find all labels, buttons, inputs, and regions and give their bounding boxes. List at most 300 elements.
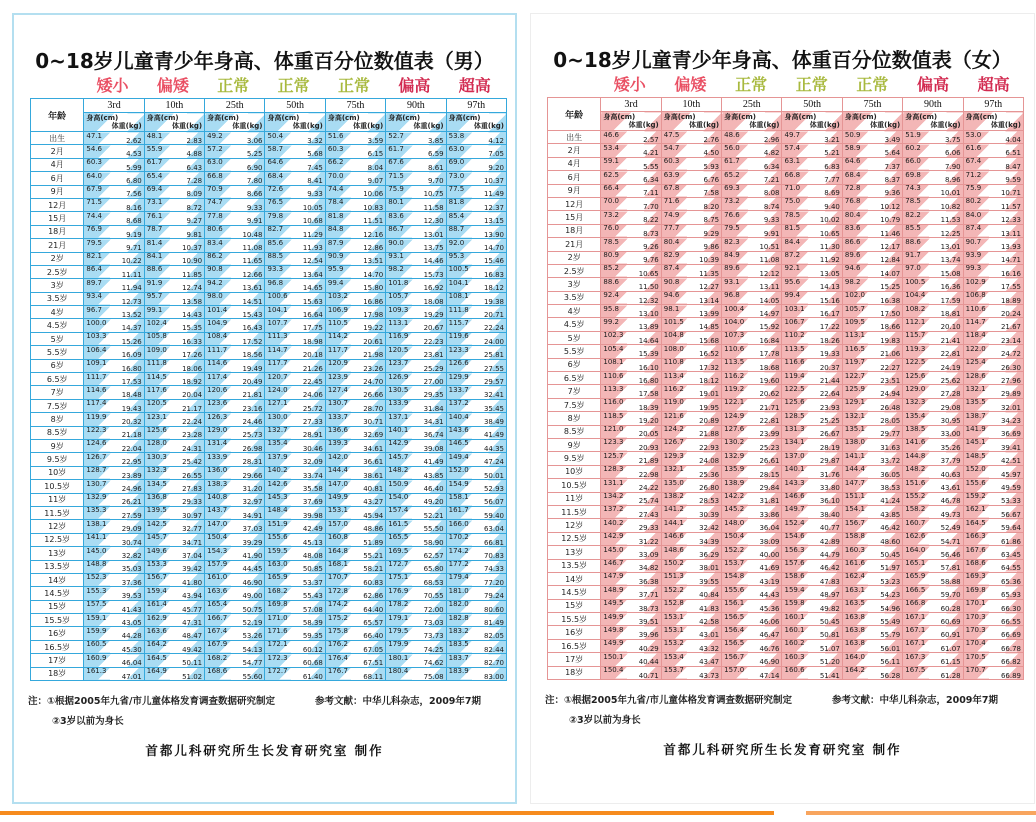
height-weight-cell xyxy=(265,547,325,560)
height-weight-cell xyxy=(144,319,204,332)
weight-value: 42.58 xyxy=(699,617,720,626)
height-weight-cell xyxy=(144,132,204,145)
height-value: 160.9 xyxy=(86,653,107,662)
height-weight-cell xyxy=(205,373,265,386)
age-cell: 7.5岁 xyxy=(548,398,601,411)
height-value: 73.1 xyxy=(146,198,163,207)
age-cell: 3.5岁 xyxy=(31,292,84,305)
weight-value: 80.60 xyxy=(483,605,504,614)
height-weight-cell xyxy=(661,264,721,277)
height-value: 71.5 xyxy=(388,171,404,180)
height-weight-cell xyxy=(661,412,721,425)
weight-value: 38.01 xyxy=(699,564,720,573)
height-weight-cell xyxy=(782,224,842,237)
height-value: 96.7 xyxy=(86,305,102,314)
weight-value: 28.91 xyxy=(302,431,323,440)
height-weight-cell xyxy=(963,131,1023,144)
height-weight-cell xyxy=(325,506,385,519)
age-cell: 18岁 xyxy=(31,667,84,680)
height-value: 100.6 xyxy=(267,292,288,301)
weight-value: 26.48 xyxy=(880,403,901,412)
height-value: 79.5 xyxy=(86,238,102,247)
height-value: 93.9 xyxy=(965,251,982,260)
weight-value: 6.80 xyxy=(126,177,142,186)
height-value: 158.1 xyxy=(448,493,469,502)
weight-value: 2.76 xyxy=(703,135,720,144)
height-value: 156.3 xyxy=(784,545,805,554)
weight-value: 36.10 xyxy=(819,497,840,506)
height-weight-cell xyxy=(325,132,385,145)
weight-value: 35.03 xyxy=(121,565,142,574)
weight-value: 22.81 xyxy=(940,350,961,359)
weight-value: 48.08 xyxy=(302,552,323,560)
height-weight-cell xyxy=(144,386,204,399)
age-cell: 12岁 xyxy=(548,519,601,532)
height-value: 129.0 xyxy=(207,426,228,435)
weight-value: 3.32 xyxy=(307,136,323,145)
height-value: 161.3 xyxy=(86,667,107,676)
table-row xyxy=(31,306,507,319)
height-value: 109.5 xyxy=(844,317,865,326)
weight-value: 68.53 xyxy=(423,578,444,587)
height-value: 157.4 xyxy=(388,506,409,515)
weight-value: 74.25 xyxy=(423,645,444,654)
height-weight-cell xyxy=(205,587,265,600)
weight-value: 75.08 xyxy=(423,672,444,681)
height-value: 80.9 xyxy=(603,251,619,260)
height-label: 身高(cm) xyxy=(448,114,481,122)
height-label: 身高(cm) xyxy=(86,114,119,122)
height-weight-cell xyxy=(963,626,1023,639)
height-weight-subheader xyxy=(144,113,204,132)
height-weight-subheader xyxy=(84,113,144,132)
height-weight-cell xyxy=(903,224,963,237)
height-value: 175.2 xyxy=(327,613,348,622)
weight-value: 58.39 xyxy=(302,618,323,627)
weight-value: 39.98 xyxy=(302,511,323,520)
height-value: 93.1 xyxy=(388,252,404,261)
weight-value: 13.58 xyxy=(182,297,203,306)
height-weight-cell xyxy=(661,599,721,612)
height-value: 63.9 xyxy=(663,170,680,179)
height-value: 153.3 xyxy=(146,560,167,568)
weight-value: 8.47 xyxy=(1005,162,1021,171)
height-weight-cell xyxy=(386,279,446,292)
height-value: 149.9 xyxy=(603,639,624,648)
height-value: 170.7 xyxy=(965,666,986,675)
height-value: 148.6 xyxy=(663,545,684,554)
weight-value: 12.27 xyxy=(699,283,720,292)
height-weight-cell xyxy=(144,560,204,573)
table-row xyxy=(548,465,1024,478)
height-value: 123.6 xyxy=(207,399,228,408)
height-value: 166.7 xyxy=(207,613,228,622)
age-cell: 13.5岁 xyxy=(31,560,84,573)
height-weight-cell xyxy=(325,252,385,265)
weight-value: 33.80 xyxy=(819,484,840,493)
weight-value: 23.51 xyxy=(880,376,901,385)
weight-value: 19.01 xyxy=(699,390,720,399)
height-weight-cell xyxy=(722,358,782,371)
weight-value: 61.28 xyxy=(940,671,961,680)
height-weight-cell xyxy=(325,439,385,452)
height-weight-cell xyxy=(144,239,204,252)
height-weight-cell xyxy=(903,626,963,639)
weight-value: 66.81 xyxy=(483,538,504,547)
height-weight-cell xyxy=(386,547,446,560)
height-weight-cell xyxy=(842,465,902,478)
weight-value: 5.93 xyxy=(703,162,720,171)
height-weight-cell xyxy=(446,614,506,627)
height-weight-cell xyxy=(265,560,325,573)
height-weight-cell xyxy=(782,171,842,184)
table-row xyxy=(31,252,507,265)
weight-value: 42.89 xyxy=(819,537,840,546)
height-weight-cell xyxy=(144,480,204,493)
table-row xyxy=(548,505,1024,518)
weight-value: 5.64 xyxy=(884,149,901,158)
weight-value: 77.20 xyxy=(483,578,504,587)
weight-value: 58.90 xyxy=(423,538,444,547)
table-row xyxy=(31,132,507,145)
weight-value: 60.12 xyxy=(302,645,323,654)
height-weight-cell xyxy=(782,546,842,559)
height-weight-cell xyxy=(84,587,144,600)
height-weight-cell xyxy=(205,600,265,613)
height-weight-cell xyxy=(265,627,325,640)
age-cell: 17岁 xyxy=(31,654,84,667)
weight-value: 7.70 xyxy=(643,202,659,211)
table-row xyxy=(31,439,507,452)
weight-value: 35.26 xyxy=(940,443,961,452)
height-weight-cell xyxy=(265,587,325,600)
height-weight-cell xyxy=(963,211,1023,224)
weight-value: 44.43 xyxy=(759,591,780,600)
weight-value: 31.20 xyxy=(242,485,263,494)
weight-value: 60.28 xyxy=(940,604,961,613)
weight-value: 16.33 xyxy=(182,337,203,346)
age-cell: 6.5岁 xyxy=(31,373,84,386)
height-value: 155.6 xyxy=(724,585,745,594)
weight-value: 14.51 xyxy=(242,297,263,306)
height-weight-cell xyxy=(205,198,265,211)
height-weight-cell xyxy=(205,413,265,426)
height-weight-cell xyxy=(386,359,446,372)
height-weight-cell xyxy=(386,560,446,573)
weight-value: 28.19 xyxy=(819,443,840,452)
weight-value: 15.63 xyxy=(302,297,323,306)
height-value: 113.3 xyxy=(603,384,624,393)
height-value: 165.9 xyxy=(267,573,288,582)
height-weight-cell xyxy=(265,346,325,359)
height-value: 115.7 xyxy=(905,331,926,340)
height-weight-cell xyxy=(144,225,204,238)
weight-value: 41.49 xyxy=(483,431,504,440)
height-weight-cell xyxy=(265,225,325,238)
height-value: 142.9 xyxy=(603,532,624,541)
weight-value: 26.67 xyxy=(819,430,840,439)
height-weight-cell xyxy=(325,292,385,305)
height-weight-cell xyxy=(963,144,1023,157)
weight-value: 46.47 xyxy=(759,631,780,640)
height-weight-cell xyxy=(842,131,902,144)
height-value: 135.4 xyxy=(905,411,926,420)
height-value: 50.9 xyxy=(844,130,861,139)
height-weight-cell xyxy=(722,492,782,505)
weight-value: 13.10 xyxy=(638,309,659,318)
height-weight-cell xyxy=(144,667,204,680)
height-value: 80.4 xyxy=(844,210,861,219)
height-weight-cell xyxy=(842,452,902,465)
height-label: 身高(cm) xyxy=(965,113,998,121)
height-weight-cell xyxy=(661,479,721,492)
height-value: 74.4 xyxy=(327,185,344,194)
height-value: 156.7 xyxy=(146,573,167,582)
height-weight-cell xyxy=(325,547,385,560)
height-value: 111.3 xyxy=(267,332,288,341)
height-value: 76.8 xyxy=(844,197,861,206)
weight-value: 41.90 xyxy=(242,552,263,560)
height-value: 151.1 xyxy=(844,492,865,501)
note-source: 注：①根据2005年九省/市儿童体格发育调查数据研究制定 xyxy=(545,695,792,707)
height-weight-cell xyxy=(144,413,204,426)
height-weight-cell xyxy=(265,533,325,546)
weight-value: 5.25 xyxy=(246,150,263,159)
height-value: 175.1 xyxy=(388,573,409,582)
height-weight-cell xyxy=(84,239,144,252)
height-value: 163.6 xyxy=(146,626,167,635)
height-weight-cell xyxy=(661,398,721,411)
height-weight-cell xyxy=(386,145,446,158)
weight-value: 14.07 xyxy=(880,269,901,278)
weight-value: 45.77 xyxy=(182,605,203,614)
weight-value: 15.16 xyxy=(819,296,840,305)
height-weight-cell xyxy=(963,559,1023,572)
table-row xyxy=(548,452,1024,465)
height-value: 138.3 xyxy=(207,479,228,488)
weight-value: 25.74 xyxy=(638,497,659,506)
height-weight-cell xyxy=(84,506,144,519)
weight-value: 64.55 xyxy=(1000,564,1021,573)
height-weight-cell xyxy=(325,346,385,359)
height-value: 156.5 xyxy=(724,639,745,648)
height-value: 127.1 xyxy=(267,399,288,408)
height-weight-cell xyxy=(903,211,963,224)
height-weight-cell xyxy=(782,438,842,451)
height-weight-cell xyxy=(722,613,782,626)
weight-value: 68.11 xyxy=(363,672,384,681)
height-weight-cell xyxy=(903,599,963,612)
category-label: 正常 xyxy=(795,75,828,94)
table-row xyxy=(548,291,1024,304)
table-row xyxy=(31,225,507,238)
height-weight-cell xyxy=(722,546,782,559)
weight-value: 49.82 xyxy=(819,604,840,613)
height-value: 106.9 xyxy=(327,305,348,314)
height-weight-cell xyxy=(325,640,385,653)
age-cell: 11.5岁 xyxy=(31,506,84,519)
height-value: 128.7 xyxy=(86,466,107,475)
height-weight-cell xyxy=(446,547,506,560)
height-weight-cell xyxy=(386,506,446,519)
weight-value: 10.71 xyxy=(1000,189,1021,198)
height-value: 70.0 xyxy=(603,197,619,206)
height-weight-cell xyxy=(84,533,144,546)
weight-value: 7.80 xyxy=(246,177,263,186)
height-weight-cell xyxy=(782,157,842,170)
height-weight-cell xyxy=(722,639,782,652)
height-value: 101.4 xyxy=(207,305,228,314)
weight-value: 18.92 xyxy=(182,377,203,386)
weight-value: 27.96 xyxy=(1000,376,1021,385)
height-value: 77.8 xyxy=(207,211,223,220)
height-weight-cell xyxy=(963,412,1023,425)
credit-line: 首都儿科研究所生长发育研究室 制作 xyxy=(663,742,902,758)
weight-value: 44.79 xyxy=(819,551,840,559)
weight-value: 4.53 xyxy=(126,150,142,159)
table-row xyxy=(31,533,507,546)
height-value: 82.9 xyxy=(663,251,680,260)
height-value: 78.5 xyxy=(784,210,801,219)
weight-value: 46.40 xyxy=(423,485,444,494)
height-value: 141.6 xyxy=(905,438,926,447)
height-value: 167.1 xyxy=(905,639,926,648)
height-value: 112.1 xyxy=(905,317,926,326)
height-weight-cell xyxy=(963,372,1023,385)
weight-value: 22.98 xyxy=(638,470,659,479)
height-weight-cell xyxy=(205,506,265,519)
weight-value: 15.39 xyxy=(638,350,659,359)
weight-value: 16.17 xyxy=(819,309,840,318)
percentile-header: 90th xyxy=(903,98,963,112)
weight-value: 17.22 xyxy=(819,323,840,332)
height-value: 131.3 xyxy=(784,425,805,434)
weight-value: 26.98 xyxy=(242,444,263,453)
height-weight-cell xyxy=(842,372,902,385)
height-weight-cell xyxy=(661,613,721,626)
height-value: 139.5 xyxy=(146,506,167,515)
height-value: 144.8 xyxy=(905,451,926,460)
weight-value: 18.06 xyxy=(182,364,203,373)
height-value: 105.7 xyxy=(844,304,865,313)
weight-value: 10.06 xyxy=(363,190,384,199)
weight-value: 33.72 xyxy=(880,457,901,466)
height-weight-cell xyxy=(903,425,963,438)
height-value: 172.8 xyxy=(327,586,348,595)
age-cell: 11岁 xyxy=(548,492,601,505)
table-row xyxy=(548,144,1024,157)
weight-value: 56.46 xyxy=(940,551,961,559)
weight-value: 13.61 xyxy=(242,284,263,293)
weight-value: 46.42 xyxy=(880,524,901,533)
height-weight-cell xyxy=(84,158,144,171)
height-value: 47.1 xyxy=(86,131,102,140)
table-row xyxy=(548,305,1024,318)
table-row xyxy=(548,438,1024,451)
weight-value: 12.25 xyxy=(940,229,961,238)
weight-value: 17.78 xyxy=(759,350,780,359)
weight-value: 43.94 xyxy=(182,592,203,601)
table-row xyxy=(548,211,1024,224)
height-weight-cell xyxy=(842,157,902,170)
height-weight-cell xyxy=(446,587,506,600)
height-weight-cell xyxy=(265,466,325,479)
weight-value: 47.01 xyxy=(121,672,142,681)
weight-value: 28.31 xyxy=(242,458,263,467)
height-weight-cell xyxy=(963,532,1023,545)
height-value: 153.2 xyxy=(663,639,684,648)
weight-value: 24.00 xyxy=(483,337,504,346)
height-weight-cell xyxy=(782,572,842,585)
height-weight-cell xyxy=(842,184,902,197)
weight-value: 7.21 xyxy=(763,176,780,185)
table-body xyxy=(548,131,1024,680)
weight-value: 41.24 xyxy=(880,497,901,506)
weight-value: 55.60 xyxy=(242,672,263,681)
weight-value: 18.98 xyxy=(302,337,323,346)
height-value: 102.9 xyxy=(965,277,986,286)
weight-value: 17.53 xyxy=(121,377,142,386)
height-value: 137.2 xyxy=(448,399,469,408)
weight-value: 10.65 xyxy=(819,229,840,238)
weight-value: 52.19 xyxy=(242,618,263,627)
height-value: 71.5 xyxy=(86,198,102,207)
weight-value: 13.52 xyxy=(121,310,142,319)
age-cell: 2岁 xyxy=(31,252,84,265)
height-weight-cell xyxy=(903,559,963,572)
height-weight-cell xyxy=(903,398,963,411)
height-value: 67.9 xyxy=(86,185,102,194)
height-weight-cell xyxy=(144,533,204,546)
height-value: 69.8 xyxy=(905,170,921,179)
height-weight-cell xyxy=(661,157,721,170)
height-weight-cell xyxy=(446,292,506,305)
height-weight-cell xyxy=(144,520,204,533)
height-value: 113.1 xyxy=(388,318,409,327)
height-value: 169.5 xyxy=(388,546,409,555)
height-value: 64.6 xyxy=(267,158,284,167)
height-weight-cell xyxy=(84,547,144,560)
height-weight-cell xyxy=(601,144,661,157)
height-value: 134.2 xyxy=(603,492,624,501)
weight-value: 59.40 xyxy=(483,511,504,520)
height-value: 171.0 xyxy=(267,613,288,622)
height-weight-cell xyxy=(903,358,963,371)
height-value: 156.7 xyxy=(724,652,745,661)
height-weight-cell xyxy=(144,426,204,439)
table-row xyxy=(31,319,507,332)
percentile-header: 10th xyxy=(144,99,204,113)
weight-value: 26.30 xyxy=(1000,363,1021,372)
height-value: 154.1 xyxy=(844,505,865,514)
height-value: 105.8 xyxy=(146,332,167,341)
height-weight-cell xyxy=(722,559,782,572)
weight-value: 6.06 xyxy=(945,149,961,158)
height-value: 163.8 xyxy=(844,625,865,634)
height-weight-cell xyxy=(386,306,446,319)
height-weight-cell xyxy=(963,184,1023,197)
height-weight-cell xyxy=(446,560,506,573)
weight-value: 36.05 xyxy=(880,470,901,479)
height-weight-cell xyxy=(325,520,385,533)
weight-value: 25.81 xyxy=(483,351,504,360)
height-weight-cell xyxy=(84,292,144,305)
height-value: 80.2 xyxy=(965,197,982,206)
height-weight-cell xyxy=(722,438,782,451)
height-weight-cell xyxy=(782,197,842,210)
height-value: 163.5 xyxy=(844,599,865,608)
height-weight-cell xyxy=(325,533,385,546)
